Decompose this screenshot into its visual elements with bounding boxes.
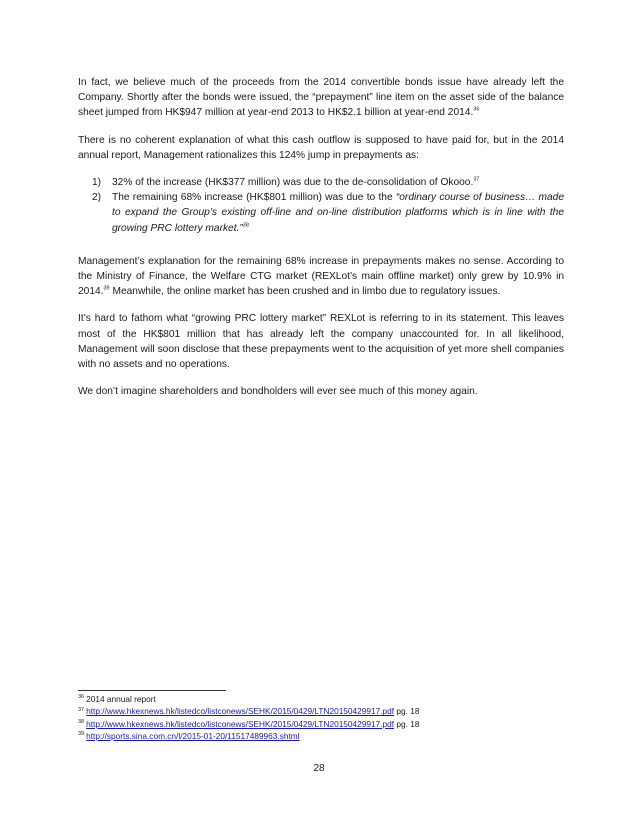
footnote-38 bbox=[78, 718, 564, 730]
footnote-39 bbox=[78, 730, 564, 742]
paragraph-text: In fact, we believe much of the proceeds from the 2014 convertible bonds issue have already left the Company. Shortly after the bonds were issued, the “prepayment” line item on the asset side of the balance sheet jumped from HK$947 million at year-end 2013 to HK$2.1 billion at year-end 2014. bbox=[78, 77, 564, 119]
footnote-link[interactable]: http://www.hkexnews.hk/listedco/listconews/SEHK/2015/0429/LTN20150429917.pdf bbox=[86, 718, 395, 729]
page-number: 28 bbox=[313, 763, 325, 774]
list-item bbox=[78, 190, 564, 236]
footnote-text: 2014 annual report bbox=[86, 694, 156, 704]
footnote-ref-39[interactable]: 39 bbox=[103, 285, 110, 292]
footnote-ref-36[interactable]: 36 bbox=[473, 107, 480, 114]
paragraph-text: Management’s explanation for the remaining 68% increase in prepayments makes no sense. According to the Ministry of Finance, the Welfare CTG market (REXLot’s main offline market) only grew by 10.9% in 2014. bbox=[78, 255, 564, 298]
list-number: 1) bbox=[92, 177, 102, 189]
footnote-suffix: pg. 18 bbox=[394, 718, 420, 729]
list-item bbox=[78, 175, 564, 190]
paragraph-text: There is no coherent explanation of what this cash outflow is supposed to have paid for, but in the 2014 annual report, Management rationalizes this 124% jump in prepayments as: bbox=[78, 134, 564, 161]
footnote-number: 38 bbox=[78, 719, 85, 726]
footnote-ref-37[interactable]: 37 bbox=[473, 176, 480, 183]
paragraph-text: Meanwhile, the online market has been crushed and in limbo due to regulatory issues. bbox=[109, 286, 501, 298]
paragraph-text: We don’t imagine shareholders and bondholders will ever see much of this money again. bbox=[78, 386, 478, 398]
footnote-number: 37 bbox=[78, 706, 85, 713]
footnote-divider bbox=[78, 690, 226, 691]
footnote-suffix: pg. 18 bbox=[394, 706, 420, 717]
paragraph-hard-to-fathom bbox=[78, 311, 564, 372]
list-number: 2) bbox=[92, 192, 102, 204]
footnote-number: 36 bbox=[78, 694, 85, 701]
paragraph-conclusion bbox=[78, 384, 564, 399]
footnote-link[interactable]: http://sports.sina.com.cn/l/2015-01-20/11517489963.shtml bbox=[86, 731, 300, 742]
list-item-text: The remaining 68% increase (HK$801 million) was due to the bbox=[112, 192, 396, 204]
footnote-36 bbox=[78, 693, 564, 705]
prepayment-list bbox=[78, 175, 564, 236]
footnote-37 bbox=[78, 705, 564, 717]
footnotes bbox=[78, 693, 564, 743]
paragraph-no-sense bbox=[78, 254, 564, 300]
footnote-link[interactable]: http://www.hkexnews.hk/listedco/listconews/SEHK/2015/0429/LTN20150429917.pdf bbox=[86, 706, 395, 717]
list-item-quote: “ordinary course of business… made to expand the Group’s existing off-line and on-line distribution platforms which is in line with the growing PRC lottery market.” bbox=[112, 192, 564, 234]
footnote-ref-38[interactable]: 38 bbox=[242, 222, 249, 229]
body-text bbox=[78, 75, 564, 411]
paragraph-proceeds bbox=[78, 75, 564, 121]
paragraph-text: It’s hard to fathom what “growing PRC lottery market” REXLot is referring to in its statement. This leaves most of the HK$801 million that has already left the company unaccounted for. In all likelihood, Management will soon disclose that these prepayments went to the acquisition of yet more shell companies with no assets and no operations. bbox=[78, 313, 564, 371]
footnote-number: 39 bbox=[78, 731, 85, 738]
list-item-text: 32% of the increase (HK$377 million) was due to the de-consolidation of Okooo. bbox=[112, 177, 474, 189]
paragraph-explanation bbox=[78, 133, 564, 163]
